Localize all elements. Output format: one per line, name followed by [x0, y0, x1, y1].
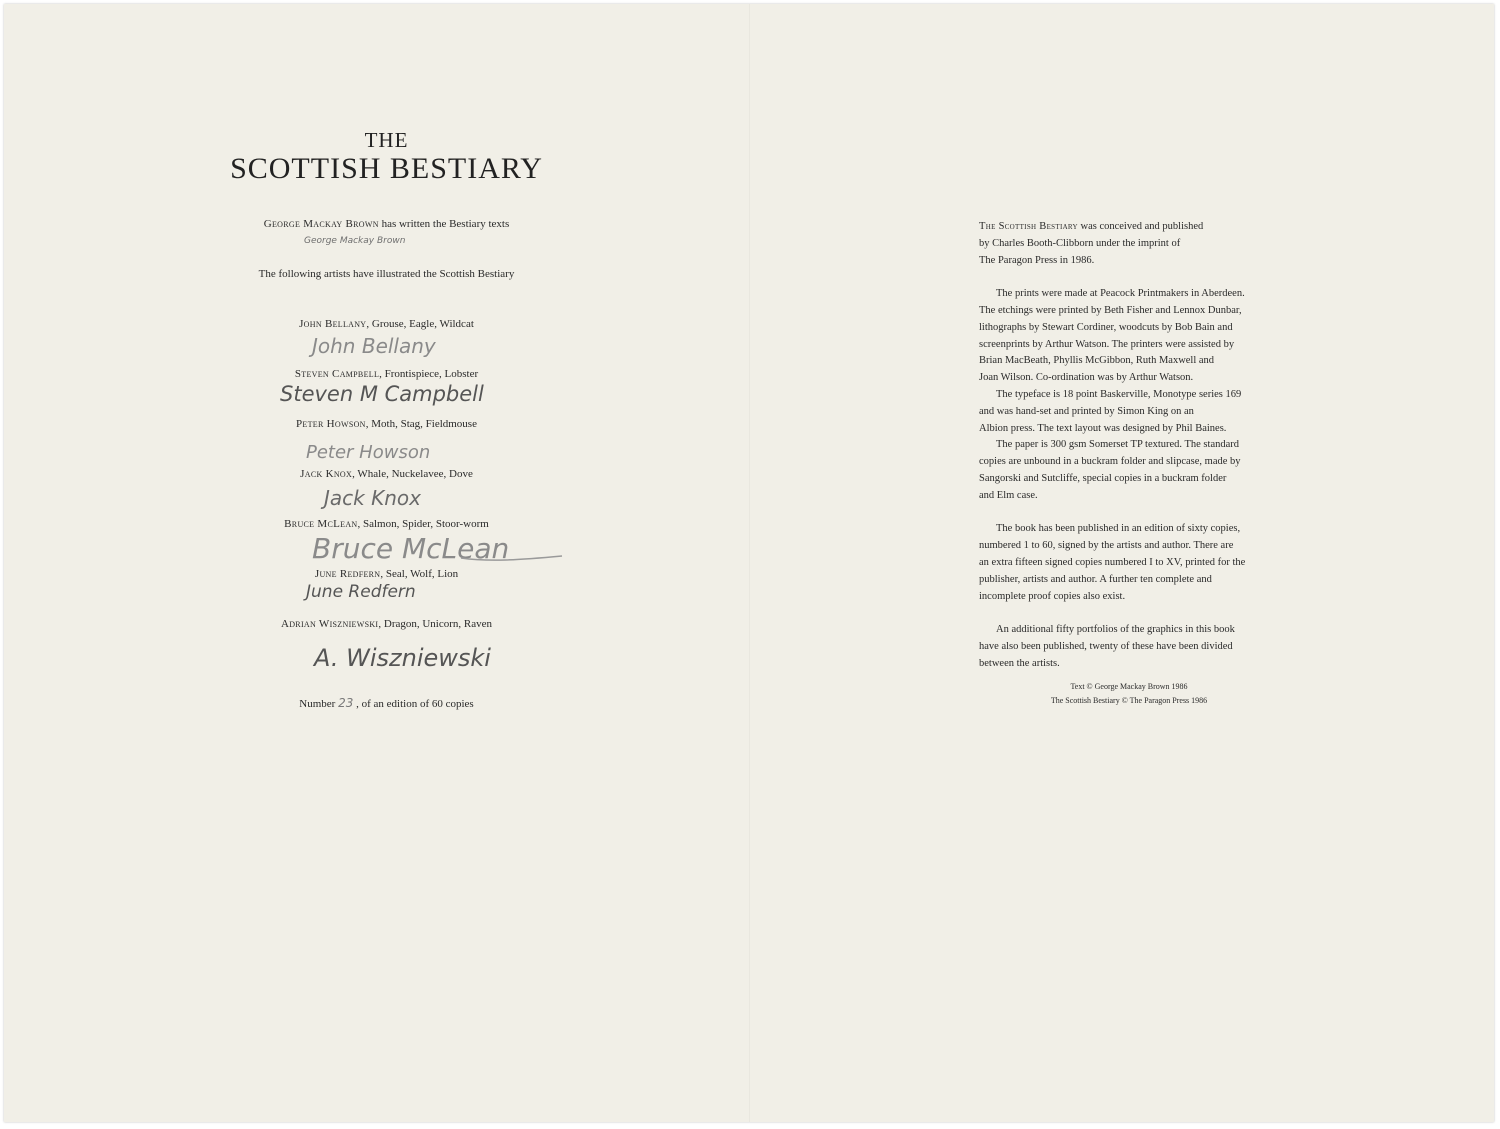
artist-name: June Redfern — [314, 568, 381, 580]
colophon-typeface — [979, 387, 1279, 437]
colophon-line: The typeface is 18 point Baskerville, Monotype series 169 — [996, 388, 1242, 400]
edition-number-line — [4, 696, 769, 710]
artist-subjects: , Dragon, Unicorn, Raven — [378, 618, 493, 630]
colophon-line: and was hand-set and printed by Simon King on an — [979, 405, 1194, 417]
artist-credit — [4, 468, 769, 480]
colophon-portfolios — [979, 622, 1279, 672]
book-title-smallcaps: The Scottish Bestiary — [979, 221, 1078, 232]
artist-signature: Jack Knox — [324, 486, 421, 510]
colophon-line: and Elm case. — [979, 489, 1038, 501]
artist-signature: A. Wiszniewski — [314, 644, 491, 672]
artist-credit — [4, 518, 769, 530]
colophon-line: screenprints by Arthur Watson. The printers were assisted by — [979, 338, 1235, 350]
colophon-printing — [979, 286, 1279, 387]
page-title: SCOTTISH BESTIARY — [230, 152, 543, 185]
artist-subjects: , Salmon, Spider, Stoor-worm — [357, 518, 489, 530]
copyright-publisher: The Scottish Bestiary © The Paragon Press 1986 — [1050, 696, 1208, 705]
edition-prefix: Number — [299, 698, 336, 710]
colophon-line: Joan Wilson. Co-ordination was by Arthur Watson. — [979, 372, 1194, 384]
artist-credit — [4, 618, 769, 630]
artist-signature: Peter Howson — [306, 442, 431, 463]
edition-number: 23 — [338, 696, 354, 710]
colophon-line: lithographs by Stewart Cordiner, woodcuts by Bob Bain and — [979, 321, 1233, 333]
artist-name: Peter Howson — [296, 418, 366, 430]
copyright-text: Text © George Mackay Brown 1986 — [1070, 682, 1188, 691]
artist-credit — [4, 368, 769, 380]
colophon-line: An additional fifty portfolios of the graphics in this book — [996, 624, 1235, 636]
artist-credit — [4, 568, 769, 580]
artist-signature: John Bellany — [312, 334, 436, 358]
colophon — [979, 219, 1279, 673]
colophon-line: The Scottish Bestiary was conceived and published — [979, 221, 1204, 232]
signature-flourish — [459, 552, 564, 566]
colophon-line: between the artists. — [979, 657, 1060, 669]
colophon-line: Brian MacBeath, Phyllis McGibbon, Ruth Maxwell and — [979, 355, 1215, 367]
colophon-line: by Charles Booth-Clibborn under the imprint of — [979, 237, 1181, 249]
colophon-line: numbered 1 to 60, signed by the artists and author. There are — [979, 540, 1234, 552]
artist-name: Bruce McLean — [284, 518, 358, 530]
artist-name: Jack Knox — [300, 468, 353, 480]
colophon-edition — [979, 521, 1279, 605]
colophon-line: Sangorski and Sutcliffe, special copies in a buckram folder — [979, 472, 1227, 484]
artist-subjects: , Frontispiece, Lobster — [379, 368, 479, 380]
author-credit — [4, 218, 769, 230]
colophon-line: The Paragon Press in 1986. — [979, 254, 1095, 266]
colophon-line: an extra fifteen signed copies numbered I to XV, printed for the — [979, 556, 1246, 568]
artist-subjects: , Moth, Stag, Fieldmouse — [365, 418, 477, 430]
colophon-line: publisher, artists and author. A further ten complete and — [979, 573, 1212, 585]
artists-intro: The following artists have illustrated the Scottish Bestiary — [258, 268, 515, 280]
author-name: George Mackay Brown — [263, 218, 379, 230]
artist-name: Adrian Wiszniewski — [280, 618, 379, 630]
colophon-line: The paper is 300 gsm Somerset TP textured. The standard — [996, 439, 1240, 451]
artist-credit — [4, 318, 769, 330]
colophon-line: have also been published, twenty of these have been divided — [979, 640, 1233, 652]
colophon-line: Albion press. The text layout was designed by Phil Baines. — [979, 422, 1227, 434]
paper-sheet — [4, 4, 1494, 1122]
colophon-line: The book has been published in an edition of sixty copies, — [996, 523, 1241, 535]
colophon-line: copies are unbound in a buckram folder and slipcase, made by — [979, 456, 1241, 468]
colophon-line: The prints were made at Peacock Printmakers in Aberdeen. — [996, 288, 1245, 300]
artist-credit — [4, 418, 769, 430]
colophon-paper — [979, 437, 1279, 504]
artist-signature: Steven M Campbell — [280, 382, 484, 406]
author-signature: George Mackay Brown — [304, 236, 406, 246]
artist-signature: June Redfern — [306, 582, 416, 602]
author-credit-text: has written the Bestiary texts — [381, 218, 510, 230]
artist-subjects: , Grouse, Eagle, Wildcat — [366, 318, 474, 330]
artist-subjects: , Whale, Nuckelavee, Dove — [352, 468, 473, 480]
artist-subjects: , Seal, Wolf, Lion — [380, 568, 459, 580]
artist-signature: Bruce McLean — [312, 532, 510, 565]
colophon-line: incomplete proof copies also exist. — [979, 590, 1126, 602]
edition-suffix: , of an edition of 60 copies — [356, 698, 474, 710]
colophon-line: The etchings were printed by Beth Fisher and Lennox Dunbar, — [979, 304, 1242, 316]
artist-name: John Bellany — [299, 318, 367, 330]
artist-name: Steven Campbell — [294, 368, 380, 380]
colophon-publication — [979, 219, 1279, 269]
title-the: THE — [364, 128, 409, 152]
